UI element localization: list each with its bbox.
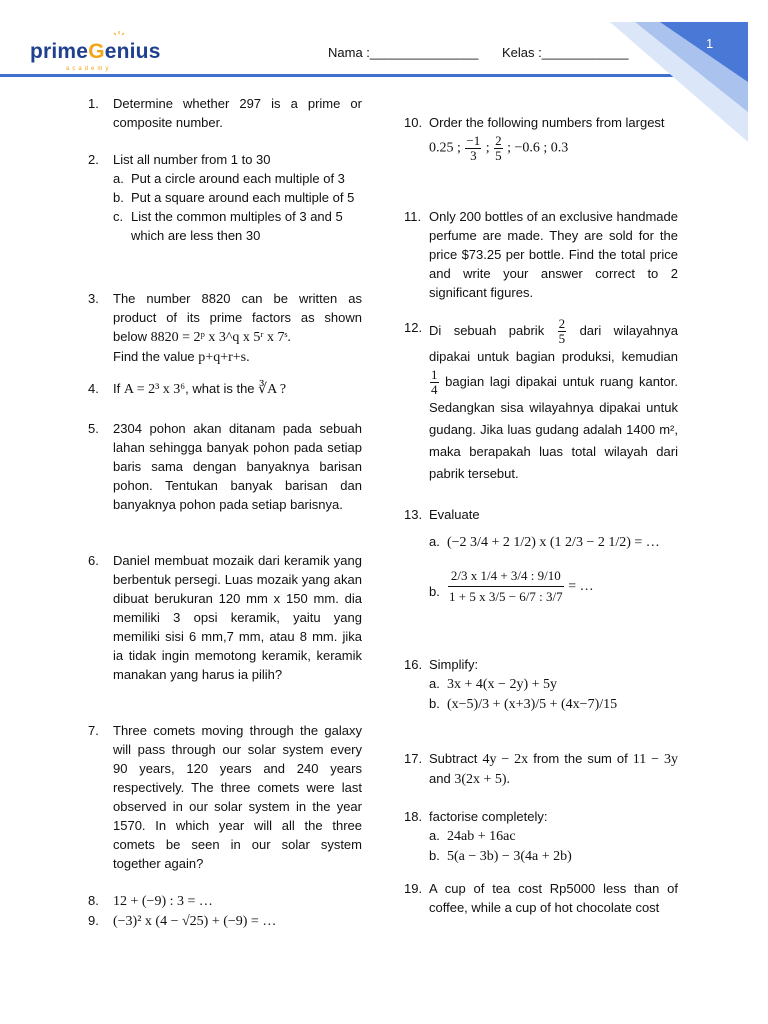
question-2: 2. List all number from 1 to 30 a. Put a circle around each multiple of 3 b. Put a square around each multiple of 5 c. List the common multiples of 3 and 5 which are less then 30 bbox=[88, 150, 362, 289]
question-text: Order the following numbers from largest bbox=[429, 115, 665, 130]
page-number: 1 bbox=[706, 36, 714, 51]
question-text: The number 8820 can be written as product of its prime factors as shown below 8820 = 2ᵖ x 3^q x 5ʳ x 7ˢ. bbox=[113, 291, 362, 345]
fraction: $\frac{2}{5}$ bbox=[558, 316, 566, 346]
right-column bbox=[404, 113, 678, 919]
question-7: 7. Three comets moving through the galaxy will pass through our solar system every 90 years, 120 years and 240 years respectively. The three comets were last observed in our solar system in the year 1570. In which year will all the three comets be seen in our solar system together again? bbox=[88, 723, 362, 871]
sub-item-b: b. 5(a − 3b) − 3(4a + 2b) bbox=[429, 848, 572, 864]
name-field-label: Nama :_______________ bbox=[328, 45, 479, 60]
question-text: Three comets moving through the galaxy will pass through our solar system every 90 years, 120 years and 240 years respectively. The three comets were last observed in our solar system in the year 1570. In which year will all the three comets be seen in our solar system together again? bbox=[113, 723, 362, 871]
question-16: 16. Simplify: a. 3x + 4(x − 2y) + 5y b. (x−5)/3 + (x+3)/5 + (4x−7)/15 bbox=[404, 655, 678, 749]
sub-item-a: a. (−2 3/4 + 2 1/2) x (1 2/3 − 2 1/2) = … bbox=[429, 534, 660, 550]
find-line: Find the value p+q+r+s. bbox=[113, 349, 250, 365]
question-12: 12. Di sebuah pabrik $\frac{2}{5}$ dari wilayahnya dipakai untuk bagian produksi, kemudian $\frac{1}{4}$ bagian lagi dipakai untuk ruang kantor. Sedangkan sisa wilayahnya dipakai untuk gudang. Jika luas gudang adalah 1400 m², maka berapakah luas total wilayah dari pabrik tersebut. bbox=[404, 317, 678, 505]
cube-root-expression: ∛A ? bbox=[258, 382, 287, 397]
class-field-label: Kelas :____________ bbox=[502, 45, 629, 60]
question-9: 9. (−3)² x (4 − √25) + (−9) = … bbox=[88, 913, 277, 929]
sub-item-b: b. $\frac{2/3 x 1/4 + 3/4 : 9/10}{1 + 5 x 3/5 - 6/7 : 3/7}$ = … bbox=[429, 566, 678, 607]
question-1: 1. Determine whether 297 is a prime or composite number. bbox=[88, 96, 362, 130]
sub-item-a: a. 3x + 4(x − 2y) + 5y bbox=[429, 676, 558, 692]
expression: 12 + (−9) : 3 = … bbox=[113, 894, 213, 909]
question-text: Simplify: bbox=[429, 657, 479, 672]
question-text: A cup of tea cost Rp5000 less than of coffee, while a cup of hot chocolate cost bbox=[429, 881, 678, 915]
question-13: 13. Evaluate a. (−2 3/4 + 2 1/2) x (1 2/3 − 2 1/2) = … b. $\frac{2/3 x 1/4 + 3/4 : 9/10}{1 + 5 x 3/5 - 6/7 : 3/7}$ = … bbox=[404, 505, 678, 655]
prime-factor-expression: 8820 = 2ᵖ x 3^q x 5ʳ x 7ˢ. bbox=[150, 330, 291, 345]
question-text: Di sebuah pabrik $\frac{2}{5}$ dari wilayahnya dipakai untuk bagian produksi, kemudian $\frac{1}{4}$ bagian lagi dipakai untuk ruang kantor. Sedangkan sisa wilayahnya dipakai untuk gudang. Jika luas gudang adalah 1400 m², maka berapakah luas total wilayah dari pabrik tersebut. bbox=[429, 316, 678, 481]
sub-item-b: b. Put a square around each multiple of 5 bbox=[113, 190, 355, 205]
question-4: 4. If A = 2³ x 3⁶, what is the ∛A ? bbox=[88, 381, 287, 397]
number-list: 0.25 ; $\frac{-1}{3}$ ; $\frac{2}{5}$ ; −0.6 ; 0.3 bbox=[429, 133, 569, 163]
question-18: 18. factorise completely: a. 24ab + 16ac b. 5(a − 3b) − 3(4a + 2b) bbox=[404, 807, 678, 879]
question-19: 19. A cup of tea cost Rp5000 less than of coffee, while a cup of hot chocolate cost bbox=[404, 881, 678, 915]
question-10: 10. Order the following numbers from largest 0.25 ; $\frac{-1}{3}$ ; $\frac{2}{5}$ ; −0.6 ; 0.3 bbox=[404, 113, 678, 207]
sub-item-c: c. List the common multiples of 3 and 5 which are less then 30 bbox=[113, 209, 343, 243]
fraction: $\frac{1}{4}$ bbox=[431, 367, 438, 397]
question-text: 2304 pohon akan ditanam pada sebuah lahan sehingga banyak pohon pada setiap baris sama dengan banyaknya barisan pohon. Tentukan banyak barisan dan banyaknya pohon pada setiap barisnya. bbox=[113, 421, 362, 512]
sub-item-a: a. 24ab + 16ac bbox=[429, 828, 516, 844]
expression-a: A = 2³ x 3⁶ bbox=[123, 382, 186, 397]
question-6: 6. Daniel membuat mozaik dari keramik yang berbentuk persegi. Luas mozaik yang akan dibuat berukuran 120 mm x 150 mm. dia memiliki 3 opsi keramik, yaitu yang memiliki sisi 6 mm,7 mm, atau 8 mm. jika ia tidak ingin memotong keramik, keramik manakan yang harus ia pilih? bbox=[88, 553, 362, 682]
question-8: 8. 12 + (−9) : 3 = … bbox=[88, 893, 213, 909]
left-column bbox=[88, 94, 362, 931]
complex-fraction: $\frac{2/3 x 1/4 + 3/4 : 9/10}{1 + 5 x 3/5 - 6/7 : 3/7}$ bbox=[449, 568, 563, 604]
question-text: Determine whether 297 is a prime or composite number. bbox=[113, 96, 362, 130]
primegenius-logo bbox=[30, 30, 170, 70]
question-5: 5. 2304 pohon akan ditanam pada sebuah lahan sehingga banyak pohon pada setiap baris sama dengan banyaknya barisan pohon. Tentukan banyak barisan dan banyaknya pohon pada setiap barisnya. bbox=[88, 421, 362, 512]
question-11: 11. Only 200 bottles of an exclusive handmade perfume are made. They are sold for the price $73.25 per bottle. Find the total price and write your answer correct to 2 significant figures. bbox=[404, 209, 678, 300]
question-text: List all number from 1 to 30 bbox=[113, 152, 271, 167]
fraction: $\frac{2}{5}$ bbox=[495, 133, 502, 163]
question-17: 17. Subtract 4y − 2x from the sum of 11 − 3y and 3(2x + 5). bbox=[404, 751, 678, 787]
logo-tagline: academy bbox=[66, 66, 112, 72]
question-text: Evaluate bbox=[429, 507, 480, 522]
question-text: factorise completely: bbox=[429, 809, 548, 824]
sub-item-b: b. (x−5)/3 + (x+3)/5 + (4x−7)/15 bbox=[429, 696, 618, 712]
sub-item-a: a. Put a circle around each multiple of 3 bbox=[113, 171, 345, 186]
logo-wordmark: primeGenius bbox=[30, 40, 161, 63]
question-text: Subtract 4y − 2x from the sum of 11 − 3y and 3(2x + 5). bbox=[429, 751, 678, 787]
question-text: Daniel membuat mozaik dari keramik yang berbentuk persegi. Luas mozaik yang akan dibuat berukuran 120 mm x 150 mm. dia memiliki 3 opsi keramik, yaitu yang memiliki sisi 6 mm,7 mm, atau 8 mm. jika ia tidak ingin memotong keramik, keramik manakan yang harus ia pilih? bbox=[113, 553, 362, 682]
expression: (−3)² x (4 − √25) + (−9) = … bbox=[113, 914, 277, 929]
fraction: $\frac{-1}{3}$ bbox=[466, 133, 481, 163]
expression: (−2 3/4 + 2 1/2) x (1 2/3 − 2 1/2) = … bbox=[447, 535, 660, 550]
question-text: Only 200 bottles of an exclusive handmade perfume are made. They are sold for the price $73.25 per bottle. Find the total price and write your answer correct to 2 significant figures. bbox=[429, 209, 678, 300]
question-3: 3. The number 8820 can be written as product of its prime factors as shown below 8820 = 2ᵖ x 3^q x 5ʳ x 7ˢ. Find the value p+q+r+s. bbox=[88, 291, 362, 365]
